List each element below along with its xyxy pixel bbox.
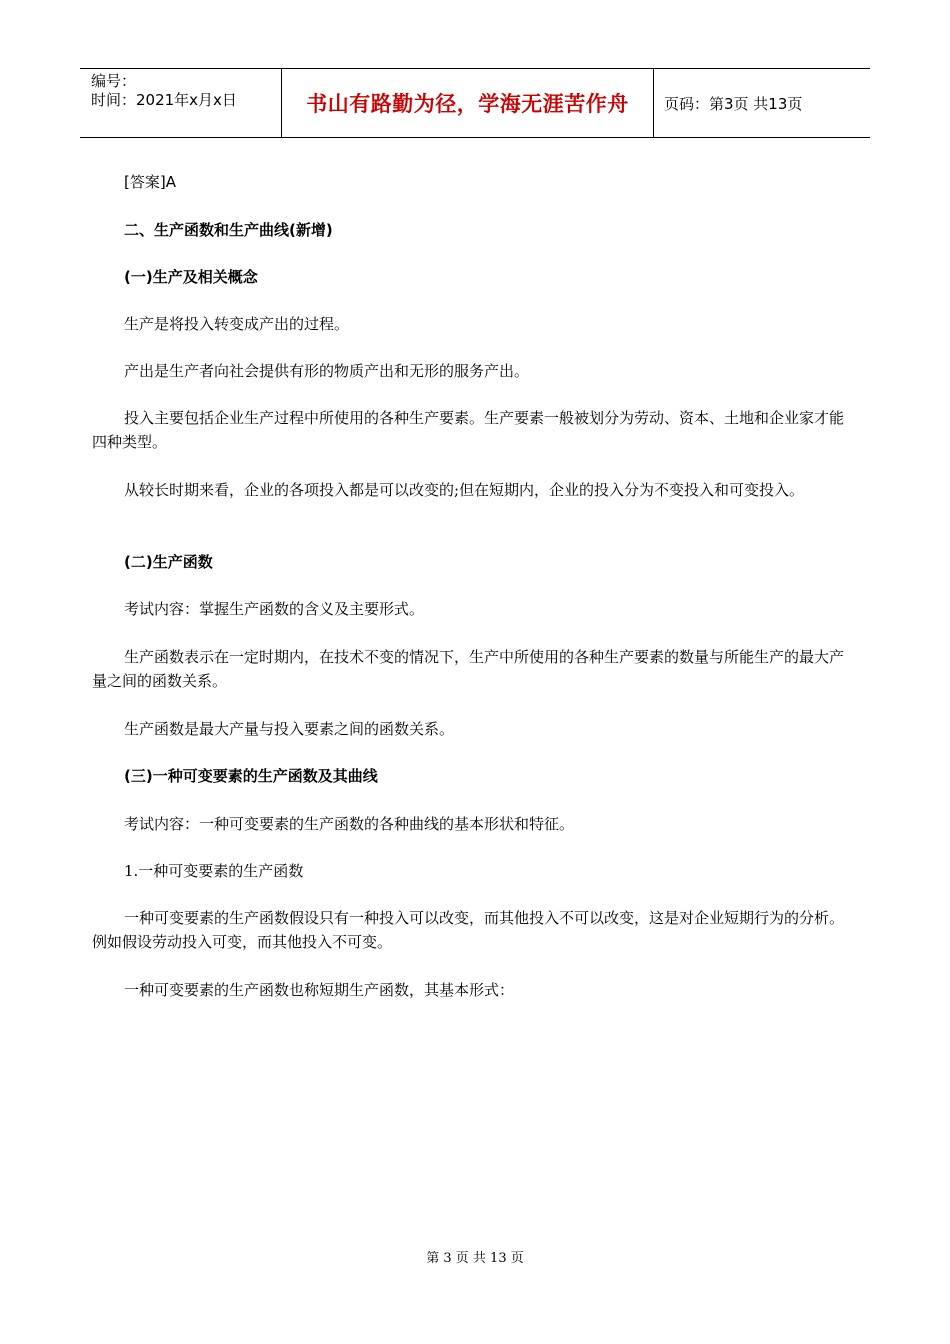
paragraph: 生产函数是最大产量与投入要素之间的函数关系。	[124, 720, 455, 738]
header-motto: 书山有路勤为径，学海无涯苦作舟	[282, 69, 654, 137]
paragraph: 投入主要包括企业生产过程中所使用的各种生产要素。生产要素一般被划分为劳动、资本、土地和企业家才能四种类型。	[92, 409, 845, 451]
answer-line: [答案]A	[124, 173, 176, 191]
document-number-label: 编号：	[91, 72, 137, 90]
document-date: 时间：2021年x月x日	[91, 91, 237, 109]
paragraph: 一种可变要素的生产函数也称短期生产函数，其基本形式：	[124, 981, 515, 999]
paragraph: 考试内容：掌握生产函数的含义及主要形式。	[124, 600, 425, 618]
subsection-heading: (一)生产及相关概念	[124, 268, 258, 286]
section-heading: 二、生产函数和生产曲线(新增)	[124, 221, 333, 239]
subsection-heading: (三)一种可变要素的生产函数及其曲线	[124, 767, 378, 785]
paragraph: 生产是将投入转变成产出的过程。	[124, 315, 350, 333]
page-header	[80, 68, 870, 138]
paragraph: 产出是生产者向社会提供有形的物质产出和无形的服务产出。	[124, 362, 530, 380]
paragraph: 生产函数表示在一定时期内，在技术不变的情况下，生产中所使用的各种生产要素的数量与所能生产的最大产量之间的函数关系。	[92, 648, 845, 690]
header-meta	[80, 69, 282, 137]
subsection-heading: (二)生产函数	[124, 553, 213, 571]
paragraph: 考试内容：一种可变要素的生产函数的各种曲线的基本形状和特征。	[124, 815, 575, 833]
paragraph: 从较长时期来看，企业的各项投入都是可以改变的;但在短期内，企业的投入分为不变投入和可变投入。	[124, 481, 805, 499]
numbered-item: 1.一种可变要素的生产函数	[124, 862, 304, 880]
paragraph: 一种可变要素的生产函数假设只有一种投入可以改变，而其他投入不可以改变，这是对企业短期行为的分析。例如假设劳动投入可变，而其他投入不可变。	[92, 909, 845, 951]
header-page-info: 页码：第3页 共13页	[664, 94, 803, 113]
page-footer: 第 3 页 共 13 页	[426, 1251, 524, 1266]
